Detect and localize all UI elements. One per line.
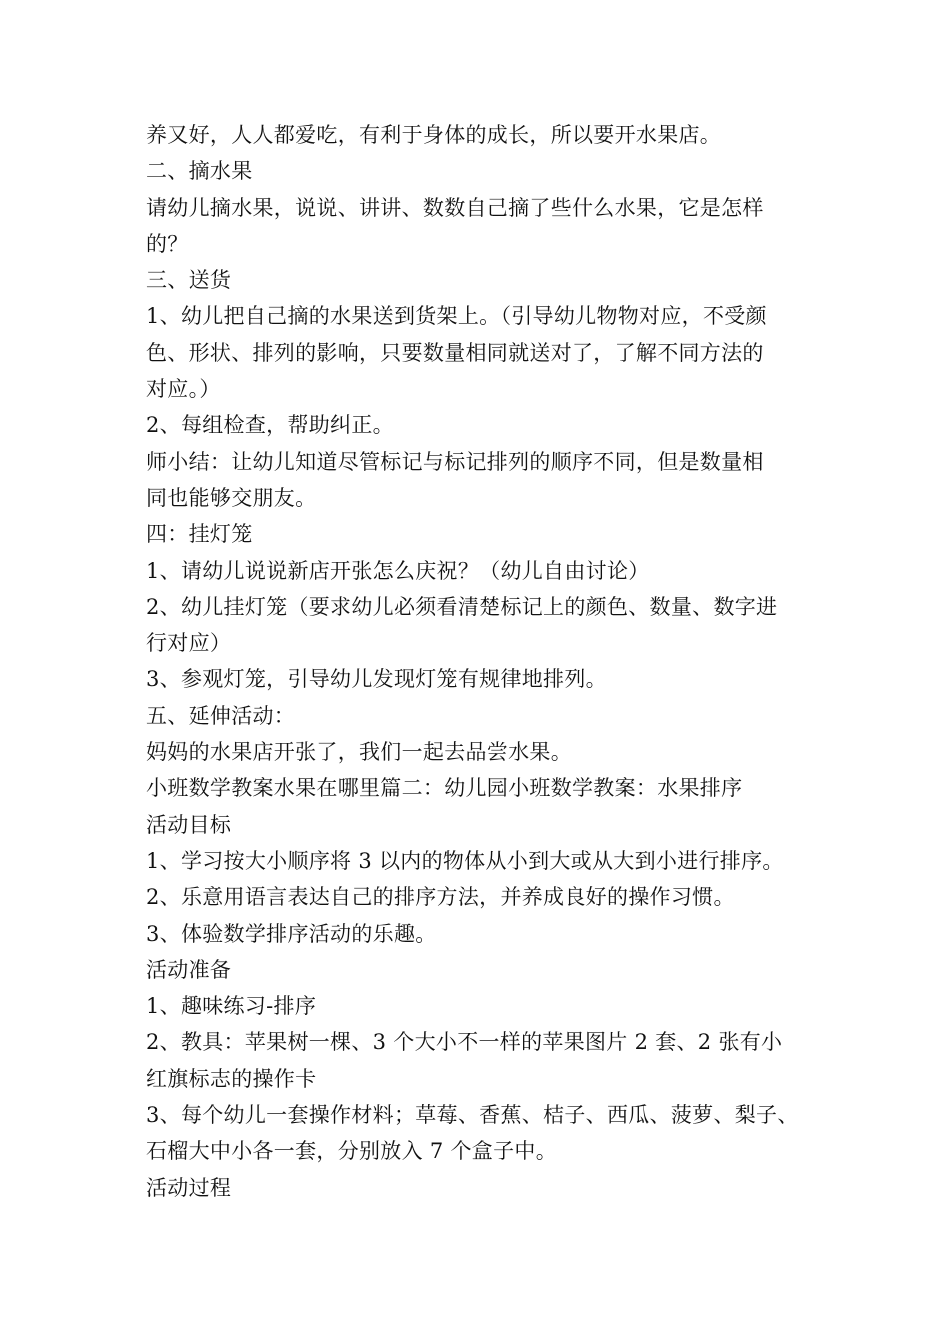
text-line: 1、请幼儿说说新店开张怎么庆祝？（幼儿自由讨论）: [146, 558, 650, 583]
document-body: [146, 117, 836, 1206]
text-line: 2、乐意用语言表达自己的排序方法，并养成良好的操作习惯。: [146, 885, 735, 910]
text-line: 3、参观灯笼，引导幼儿发现灯笼有规律地排列。: [146, 667, 607, 692]
text-line: 师小结：让幼儿知道尽管标记与标记排列的顺序不同，但是数量相: [146, 449, 764, 474]
section-heading: 活动目标: [146, 812, 232, 837]
text-line: 2、每组检查，帮助纠正。: [146, 413, 394, 438]
text-line: 1、趣味练习-排序: [146, 994, 317, 1019]
text-line: 石榴大中小各一套，分别放入 7 个盒子中。: [146, 1139, 558, 1164]
section-heading: 二、摘水果: [146, 159, 253, 184]
text-line: 请幼儿摘水果，说说、讲讲、数数自己摘了些什么水果，它是怎样: [146, 195, 764, 220]
text-line: 色、形状、排列的影响，只要数量相同就送对了，了解不同方法的: [146, 340, 764, 365]
text-line: 3、每个幼儿一套操作材料；草莓、香蕉、桔子、西瓜、菠萝、梨子、: [146, 1103, 799, 1128]
section-heading: 三、送货: [146, 268, 232, 293]
section-heading: 活动过程: [146, 1175, 232, 1200]
text-line: 2、教具：苹果树一棵、3 个大小不一样的苹果图片 2 套、2 张有小: [146, 1030, 783, 1055]
text-line: 同也能够交朋友。: [146, 485, 317, 510]
text-line: 红旗标志的操作卡: [146, 1066, 317, 1091]
text-line: 2、幼儿挂灯笼（要求幼儿必须看清楚标记上的颜色、数量、数字进: [146, 594, 778, 619]
section-heading: 四：挂灯笼: [146, 522, 253, 547]
text-line: 对应。）: [146, 377, 221, 402]
text-line: 的？: [146, 231, 189, 256]
section-heading: 活动准备: [146, 957, 232, 982]
text-line: 3、体验数学排序活动的乐趣。: [146, 921, 437, 946]
text-line: 1、学习按大小顺序将 3 以内的物体从小到大或从大到小进行排序。: [146, 848, 784, 873]
text-line: 养又好，人人都爱吃，有利于身体的成长，所以要开水果店。: [146, 123, 722, 147]
section-heading: 五、延伸活动：: [146, 703, 296, 728]
text-line: 妈妈的水果店开张了，我们一起去品尝水果。: [146, 740, 572, 765]
article-title: 小班数学教案水果在哪里篇二：幼儿园小班数学教案：水果排序: [146, 776, 743, 801]
text-line: 行对应）: [146, 631, 232, 656]
text-line: 1、幼儿把自己摘的水果送到货架上。（引导幼儿物物对应，不受颜: [146, 304, 767, 329]
